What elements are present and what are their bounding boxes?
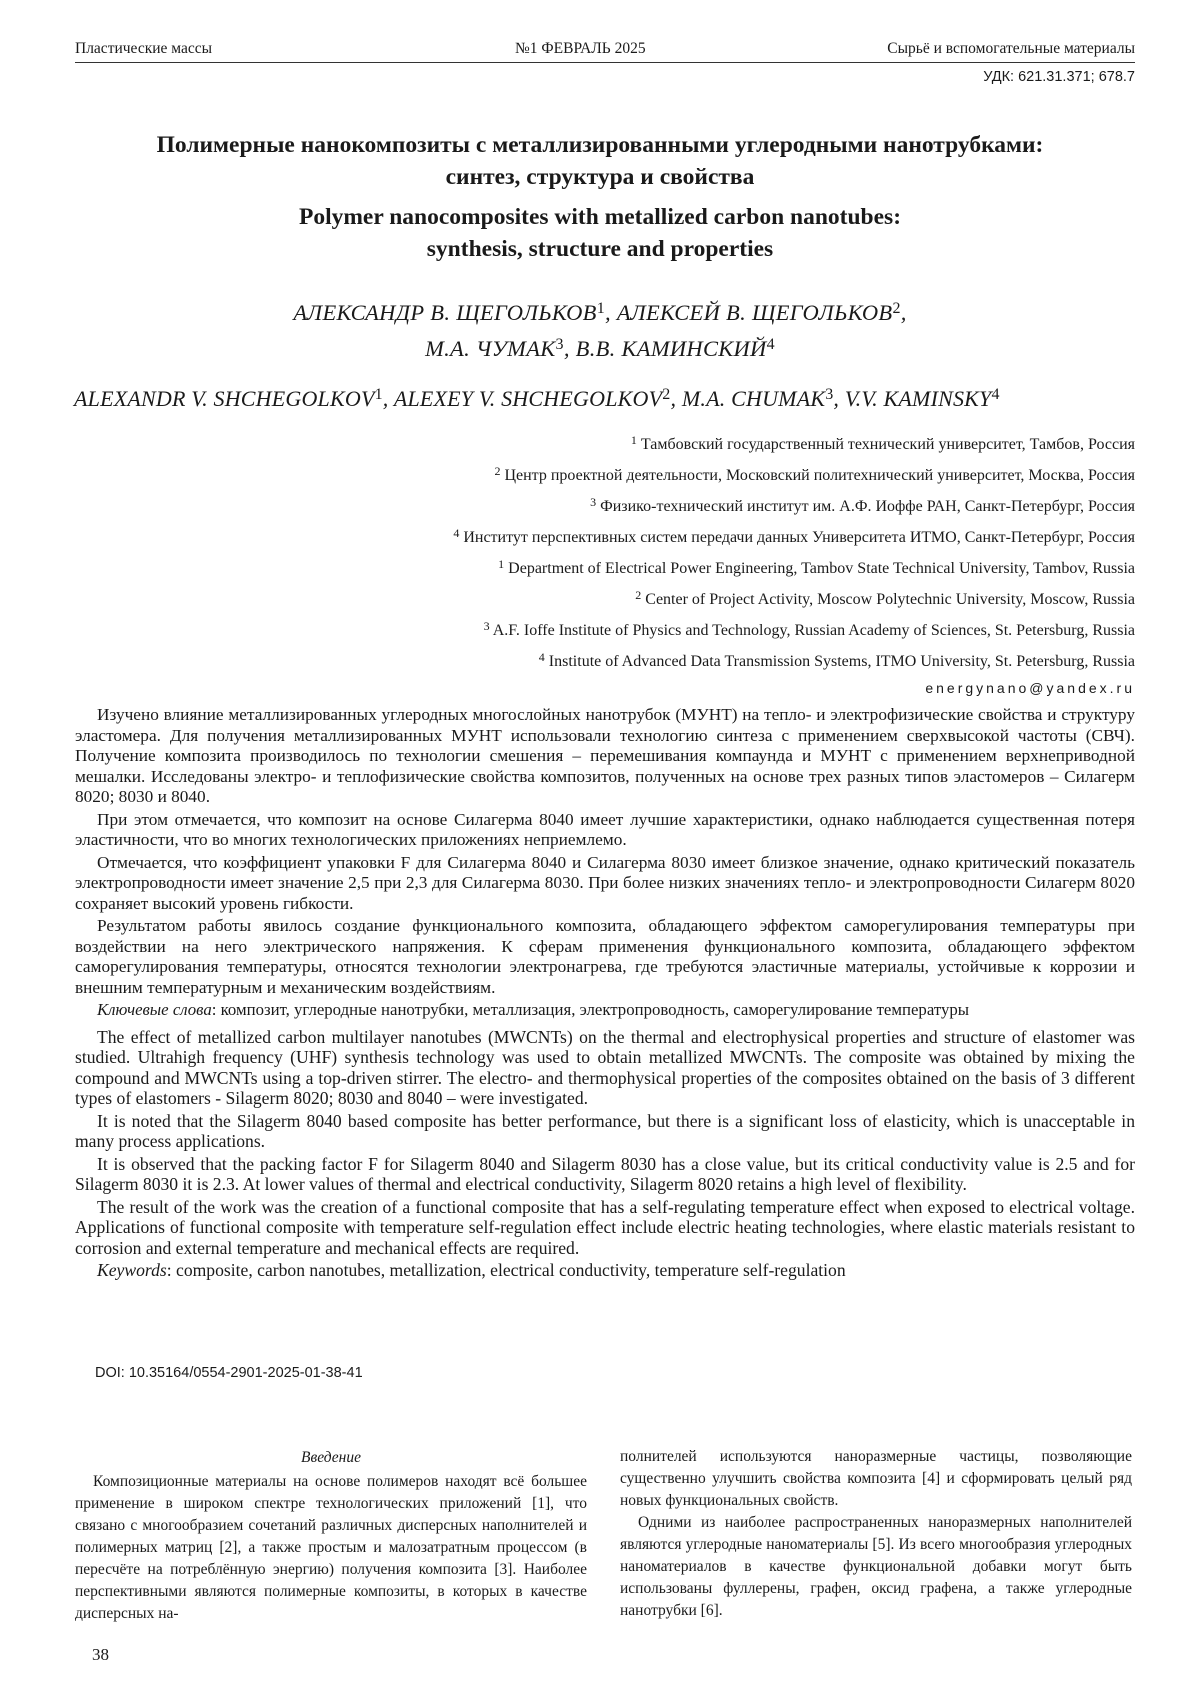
journal-page: [0, 0, 1200, 1698]
author-name: ALEXEY V. SHCHEGOLKOV: [394, 386, 662, 411]
author-affil-sup: 2: [662, 386, 670, 403]
affil-sup: 3: [484, 619, 490, 633]
author-name: V.V. KAMINSKY: [845, 386, 992, 411]
affil-sup: 2: [635, 588, 641, 602]
author-name: М.А. ЧУМАК: [425, 336, 555, 361]
affiliation-item: [135, 458, 1135, 489]
author-separator: ,: [670, 386, 681, 411]
author-name: M.A. CHUMAK: [682, 386, 825, 411]
abstract-ru-paragraph: Изучено влияние металлизированных углеродных многослойных нанотрубок (МУНТ) на тепло- и электрофизические свойства и структуру эластомера. Для получения металлизированных МУНТ использовали технологию синтеза с применением сверхвысокой частоты (СВЧ). Получение композита производилось по технологии смешения – перемешивания компаунда и МУНТ с применением верхнеприводной мешалки. Исследованы электро- и теплофизические свойства композитов, полученных на основе трех разных типов эластомеров – Силагерм 8020; 8030 и 8040.: [75, 705, 1135, 808]
author-affil-sup: 3: [556, 336, 564, 353]
affiliation-item: [135, 551, 1135, 582]
title-en: [60, 201, 1140, 265]
email-link[interactable]: energynano@yandex.ru: [135, 675, 1135, 702]
affil-text: Department of Electrical Power Engineering, Tambov State Technical University, Tambov, Russia: [504, 560, 1135, 577]
affiliation-item: [135, 582, 1135, 613]
issue-info: №1 ФЕВРАЛЬ 2025: [515, 40, 646, 58]
abstract: [75, 705, 1135, 1287]
affil-text: A.F. Ioffe Institute of Physics and Technology, Russian Academy of Sciences, St. Petersburg, Russia: [490, 622, 1135, 639]
affiliation-item: [135, 613, 1135, 644]
abstract-ru-paragraph: Результатом работы явилось создание функционального композита, обладающего эффектом саморегулирования температуры при воздействии на него электрического напряжения. К сферам применения функционального композита, обладающего эффектом саморегулирования температуры, относятся технологии электронагрева, где требуются эластичные материалы, устойчивые к коррозии и внешним температурным и механическим воздействиям.: [75, 916, 1135, 998]
affil-text: Institute of Advanced Data Transmission Systems, ITMO University, St. Petersburg, Russia: [545, 653, 1135, 670]
affil-text: Центр проектной деятельности, Московский политехнический университет, Москва, Россия: [500, 467, 1135, 484]
affil-text: Center of Project Activity, Moscow Polytechnic University, Moscow, Russia: [641, 591, 1135, 608]
author-separator: ,: [901, 300, 907, 325]
author-affil-sup: 1: [375, 386, 383, 403]
affiliation-item: [135, 427, 1135, 458]
udk-code: УДК: 621.31.371; 678.7: [983, 69, 1135, 85]
author-separator: ,: [833, 386, 844, 411]
affiliation-item: [135, 489, 1135, 520]
title-ru-line-1: Полимерные нанокомпозиты с металлизированными углеродными нанотрубками:: [60, 129, 1140, 161]
affiliation-item: [135, 644, 1135, 675]
page-number: 38: [92, 1645, 109, 1665]
body-paragraph: Одними из наиболее распространенных наноразмерных наполнителей являются углеродные наноматериалы [5]. Из всего многообразия углеродных наноматериалов в качестве функциональной добавки могут быть использованы фуллерены, графен, оксид графена, а также углеродные нанотрубки [6].: [620, 1512, 1132, 1622]
body-paragraph: Композиционные материалы на основе полимеров находят всё большее применение в широком спектре технологических приложений [1], что связано с многообразием сочетаний различных дисперсных наполнителей и полимерных матриц [2], а также простым и малозатратным процессом (в пересчёте на потреблённую энергию) получения композита [3]. Наиболее перспективными являются полимерные композиты, в которых в качестве дисперсных на-: [75, 1471, 587, 1625]
abstract-en-paragraph: It is noted that the Silagerm 8040 based composite has better performance, but there is a significant loss of elasticity, which is unacceptable in many process applications.: [75, 1111, 1135, 1152]
affil-sup: 3: [590, 495, 596, 509]
affil-sup: 4: [453, 526, 459, 540]
affil-text: Тамбовский государственный технический университет, Тамбов, Россия: [637, 436, 1135, 453]
affil-sup: 4: [539, 650, 545, 664]
affil-sup: 1: [498, 557, 504, 571]
author-name: АЛЕКСЕЙ В. ЩЕГОЛЬКОВ: [617, 300, 893, 325]
affiliations: [135, 427, 1135, 702]
section-heading-introduction: Введение: [75, 1447, 587, 1469]
abstract-en-paragraph: It is observed that the packing factor F for Silagerm 8040 and Silagerm 8030 has a close value, but its critical conductivity value is 2.5 and for Silagerm 8030 it is 2.3. At lower values of thermal and electrical conductivity, Silagerm 8020 retains a high level of flexibility.: [75, 1154, 1135, 1195]
body-column-left: [75, 1447, 587, 1625]
author-affil-sup: 4: [767, 336, 775, 353]
keywords-en: [75, 1260, 1135, 1281]
authors-ru-line-2: [60, 327, 1140, 367]
keywords-ru-text: : композит, углеродные нанотрубки, металлизация, электропроводность, саморегулирование температуры: [212, 1000, 969, 1019]
author-name: В.В. КАМИНСКИЙ: [576, 336, 767, 361]
title-ru: [60, 129, 1140, 193]
keywords-en-text: : composite, carbon nanotubes, metallization, electrical conductivity, temperature self-regulation: [167, 1260, 846, 1280]
abstract-en-paragraph: The effect of metallized carbon multilayer nanotubes (MWCNTs) on the thermal and electrophysical properties and structure of elastomer was studied. Ultrahigh frequency (UHF) synthesis technology was used to obtain metallized MWCNTs. The composite was obtained by mixing the compound and MWCNTs using a top-driven stirrer. The electro- and thermophysical properties of the composites obtained on the basis of 3 different types of elastomers - Silagerm 8020; 8030 and 8040 – were investigated.: [75, 1027, 1135, 1109]
affiliation-item: [135, 520, 1135, 551]
author-affil-sup: 2: [892, 300, 900, 317]
body-paragraph: полнителей используются наноразмерные частицы, позволяющие существенно улучшить свойства композита [4] и сформировать целый ряд новых функциональных свойств.: [620, 1446, 1132, 1512]
affil-sup: 1: [631, 433, 637, 447]
running-header: [75, 38, 1135, 63]
section-name: Сырьё и вспомогательные материалы: [887, 40, 1135, 58]
abstract-ru-paragraph: При этом отмечается, что композит на основе Силагерма 8040 имеет лучшие характеристики, однако наблюдается существенная потеря эластичности, что во многих технологических приложениях неприемлемо.: [75, 810, 1135, 851]
keywords-ru: [75, 1000, 1135, 1021]
affil-text: Физико-технический институт им. А.Ф. Иоффе РАН, Санкт-Петербург, Россия: [596, 498, 1135, 515]
keywords-en-label: Keywords: [97, 1260, 167, 1280]
author-affil-sup: 3: [825, 386, 833, 403]
authors-en: [74, 377, 1144, 417]
author-affil-sup: 4: [991, 386, 999, 403]
affil-text: Институт перспективных систем передачи данных Университета ИТМО, Санкт-Петербург, Россия: [459, 529, 1135, 546]
affil-sup: 2: [494, 464, 500, 478]
keywords-ru-label: Ключевые слова: [97, 1000, 212, 1019]
author-name: АЛЕКСАНДР В. ЩЕГОЛЬКОВ: [293, 300, 596, 325]
author-name: ALEXANDR V. SHCHEGOLKOV: [74, 386, 375, 411]
title-ru-line-2: синтез, структура и свойства: [60, 161, 1140, 193]
author-separator: ,: [564, 336, 576, 361]
title-en-line-1: Polymer nanocomposites with metallized carbon nanotubes:: [60, 201, 1140, 233]
abstract-ru-paragraph: Отмечается, что коэффициент упаковки F для Силагерма 8040 и Силагерма 8030 имеет близкое значение, однако критический показатель электропроводности имеет значение 2,5 при 2,3 для Силагерма 8030. При более низких значениях тепло- и электропроводности Силагерм 8020 сохраняет высокий уровень гибкости.: [75, 853, 1135, 915]
title-en-line-2: synthesis, structure and properties: [60, 233, 1140, 265]
doi[interactable]: DOI: 10.35164/0554-2901-2025-01-38-41: [95, 1365, 363, 1381]
author-separator: ,: [605, 300, 617, 325]
journal-name: Пластические массы: [75, 40, 212, 58]
body-column-right: [620, 1446, 1132, 1622]
author-separator: ,: [383, 386, 394, 411]
authors-ru-line-1: [60, 291, 1140, 331]
abstract-en-paragraph: The result of the work was the creation of a functional composite that has a self-regulating temperature effect when exposed to electrical voltage. Applications of functional composite with temperature self-regulation effect include electric heating technologies, where elastic materials resistant to corrosion and external temperature and mechanical effects are required.: [75, 1197, 1135, 1259]
author-affil-sup: 1: [597, 300, 605, 317]
